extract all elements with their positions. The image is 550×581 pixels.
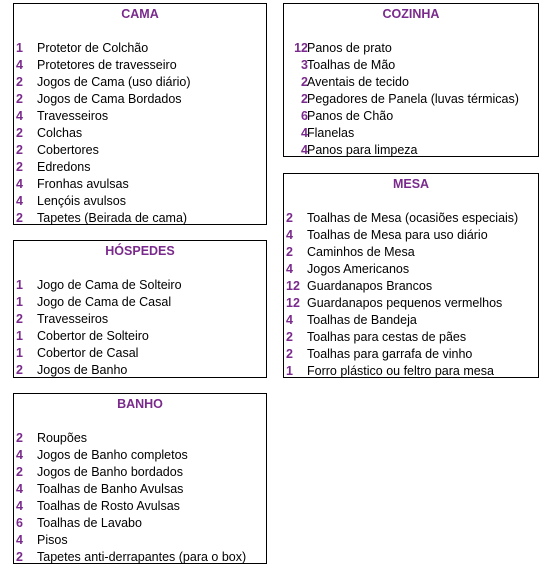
item-quantity: 1 xyxy=(286,364,293,378)
item-name: Cobertor de Casal xyxy=(37,346,139,360)
item-name: Jogo de Cama de Solteiro xyxy=(37,278,182,292)
item-name: Toalhas de Banho Avulsas xyxy=(37,482,184,496)
item-list xyxy=(14,277,266,379)
item-name: Panos de prato xyxy=(307,41,392,55)
list-item xyxy=(14,91,266,108)
item-name: Roupões xyxy=(37,431,88,445)
item-name: Toalhas de Mesa (ocasiões especiais) xyxy=(307,211,519,225)
item-name: Edredons xyxy=(37,160,91,174)
item-quantity: 2 xyxy=(16,75,23,89)
item-quantity: 2 xyxy=(16,312,23,326)
item-name: Toalhas de Lavabo xyxy=(37,516,142,530)
item-name: Toalhas de Mesa para uso diário xyxy=(307,228,488,242)
item-quantity: 4 xyxy=(16,194,23,208)
list-item xyxy=(14,447,266,464)
item-name: Toalhas de Mão xyxy=(307,58,396,72)
item-name: Jogos Americanos xyxy=(307,262,410,276)
item-quantity: 2 xyxy=(16,363,23,377)
list-item xyxy=(284,91,538,108)
list-item xyxy=(284,210,538,227)
item-name: Panos de Chão xyxy=(307,109,394,123)
section-title: MESA xyxy=(392,177,430,191)
list-item xyxy=(14,74,266,91)
section-title: HÓSPEDES xyxy=(105,244,175,258)
section-mesa xyxy=(283,173,539,378)
item-quantity: 1 xyxy=(16,295,23,309)
list-item xyxy=(14,142,266,159)
item-name: Fronhas avulsas xyxy=(37,177,129,191)
item-quantity: 4 xyxy=(16,58,23,72)
item-quantity: 4 xyxy=(16,499,23,513)
item-quantity: 6 xyxy=(301,109,308,123)
item-quantity: 4 xyxy=(16,448,23,462)
item-quantity: 2 xyxy=(16,550,23,564)
item-name: Jogo de Cama de Casal xyxy=(37,295,172,309)
item-quantity: 1 xyxy=(16,329,23,343)
item-list xyxy=(14,40,266,227)
section-title: BANHO xyxy=(117,397,163,411)
item-name: Forro plástico ou feltro para mesa xyxy=(307,364,494,378)
item-name: Cobertores xyxy=(37,143,99,157)
item-name: Pegadores de Panela (luvas térmicas) xyxy=(307,92,519,106)
item-name: Jogos de Banho completos xyxy=(37,448,188,462)
item-list xyxy=(14,430,266,566)
list-item xyxy=(14,549,266,566)
list-item xyxy=(284,363,538,380)
list-item xyxy=(284,278,538,295)
item-list xyxy=(284,40,538,159)
list-item xyxy=(14,311,266,328)
item-quantity: 6 xyxy=(16,516,23,530)
list-item xyxy=(284,312,538,329)
item-name: Tapetes anti-derrapantes (para o box) xyxy=(37,550,247,564)
item-quantity: 4 xyxy=(301,143,308,157)
list-item xyxy=(284,329,538,346)
item-quantity: 2 xyxy=(16,92,23,106)
item-quantity: 2 xyxy=(286,347,293,361)
item-quantity: 4 xyxy=(286,313,293,327)
list-item xyxy=(14,345,266,362)
list-item xyxy=(14,481,266,498)
item-quantity: 12 xyxy=(286,279,300,293)
list-item xyxy=(284,40,538,57)
list-item xyxy=(14,532,266,549)
item-name: Travesseiros xyxy=(37,109,109,123)
item-name: Colchas xyxy=(37,126,83,140)
section-banho xyxy=(13,393,267,564)
item-name: Toalhas de Bandeja xyxy=(307,313,417,327)
item-name: Toalhas de Rosto Avulsas xyxy=(37,499,180,513)
item-quantity: 12 xyxy=(294,41,308,55)
item-quantity: 12 xyxy=(286,296,300,310)
section-cama xyxy=(13,3,267,225)
list-item xyxy=(284,227,538,244)
item-quantity: 2 xyxy=(16,126,23,140)
list-item xyxy=(14,515,266,532)
list-item xyxy=(14,464,266,481)
list-item xyxy=(14,193,266,210)
item-name: Caminhos de Mesa xyxy=(307,245,415,259)
item-name: Jogos de Cama (uso diário) xyxy=(37,75,191,89)
item-quantity: 2 xyxy=(286,245,293,259)
item-quantity: 4 xyxy=(16,109,23,123)
item-quantity: 4 xyxy=(286,262,293,276)
item-name: Jogos de Cama Bordados xyxy=(37,92,182,106)
list-item xyxy=(14,176,266,193)
item-quantity: 1 xyxy=(16,346,23,360)
list-item xyxy=(284,125,538,142)
item-name: Lençóis avulsos xyxy=(37,194,126,208)
list-item xyxy=(14,125,266,142)
item-quantity: 2 xyxy=(16,211,23,225)
list-item xyxy=(284,108,538,125)
item-name: Toalhas para garrafa de vinho xyxy=(307,347,473,361)
item-quantity: 1 xyxy=(16,278,23,292)
list-item xyxy=(284,346,538,363)
list-item xyxy=(284,295,538,312)
section-cozinha xyxy=(283,3,539,157)
list-item xyxy=(14,40,266,57)
list-item xyxy=(14,57,266,74)
item-quantity: 2 xyxy=(16,143,23,157)
item-quantity: 2 xyxy=(16,465,23,479)
list-item xyxy=(14,210,266,227)
section-hospedes xyxy=(13,240,267,378)
item-quantity: 2 xyxy=(286,330,293,344)
item-name: Toalhas para cestas de pães xyxy=(307,330,467,344)
list-item xyxy=(14,328,266,345)
item-quantity: 4 xyxy=(301,126,308,140)
list-item xyxy=(14,362,266,379)
item-name: Aventais de tecido xyxy=(307,75,409,89)
section-title: COZINHA xyxy=(382,7,440,21)
item-quantity: 2 xyxy=(16,431,23,445)
item-name: Cobertor de Solteiro xyxy=(37,329,149,343)
item-name: Tapetes (Beirada de cama) xyxy=(37,211,188,225)
item-quantity: 1 xyxy=(16,41,23,55)
item-quantity: 4 xyxy=(16,177,23,191)
item-name: Panos para limpeza xyxy=(307,143,418,157)
item-name: Flanelas xyxy=(307,126,355,140)
item-quantity: 2 xyxy=(16,160,23,174)
item-name: Jogos de Banho bordados xyxy=(37,465,183,479)
list-item xyxy=(14,108,266,125)
list-item xyxy=(284,57,538,74)
section-title: CAMA xyxy=(121,7,159,21)
item-name: Protetores de travesseiro xyxy=(37,58,177,72)
list-item xyxy=(14,430,266,447)
item-list xyxy=(284,210,538,380)
list-item xyxy=(14,294,266,311)
item-name: Travesseiros xyxy=(37,312,109,326)
list-item xyxy=(284,142,538,159)
list-item xyxy=(14,498,266,515)
list-item xyxy=(284,244,538,261)
item-quantity: 4 xyxy=(16,533,23,547)
item-name: Protetor de Colchão xyxy=(37,41,149,55)
list-item xyxy=(14,159,266,176)
item-quantity: 4 xyxy=(286,228,293,242)
item-quantity: 2 xyxy=(301,75,308,89)
list-item xyxy=(284,261,538,278)
item-name: Jogos de Banho xyxy=(37,363,128,377)
item-name: Guardanapos Brancos xyxy=(307,279,433,293)
item-quantity: 2 xyxy=(286,211,293,225)
list-item xyxy=(284,74,538,91)
item-quantity: 3 xyxy=(301,58,308,72)
item-quantity: 4 xyxy=(16,482,23,496)
item-name: Pisos xyxy=(37,533,68,547)
item-name: Guardanapos pequenos vermelhos xyxy=(307,296,503,310)
list-item xyxy=(14,277,266,294)
item-quantity: 2 xyxy=(301,92,308,106)
